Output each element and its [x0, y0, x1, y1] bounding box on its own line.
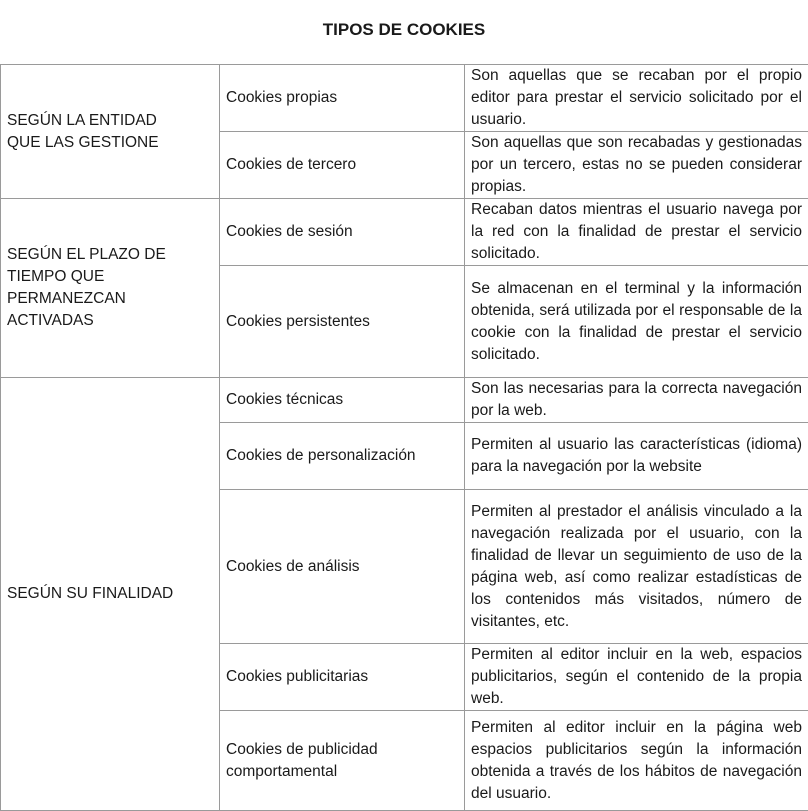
cookie-description-cell: Permiten al usuario las características (idioma) para la navegación por la website	[465, 423, 808, 490]
cookie-description-cell: Son las necesarias para la correcta navegación por la web.	[465, 378, 808, 423]
cookie-type-label: Cookies de publicidad comportamental	[226, 739, 426, 783]
category-cell	[1, 378, 220, 811]
cookie-description-cell: Recaban datos mientras el usuario navega por la red con la finalidad de prestar el servicio solicitado.	[465, 199, 808, 266]
category-label: SEGÚN SU FINALIDAD	[7, 583, 213, 605]
category-cell	[1, 199, 220, 378]
cookie-type-cell: Cookies de sesión	[220, 199, 465, 266]
category-label: SEGÚN LA ENTIDAD QUE LAS GESTIONE	[7, 110, 182, 154]
table-row	[1, 378, 808, 423]
cookie-description-cell: Permiten al editor incluir en la web, espacios publicitarios, según el contenido de la propia web.	[465, 644, 808, 711]
page-title: TIPOS DE COOKIES	[0, 20, 808, 40]
cookie-description-cell: Son aquellas que se recaban por el propio editor para prestar el servicio solicitado por el usuario.	[465, 65, 808, 132]
cookie-type-cell: Cookies de personalización	[220, 423, 465, 490]
cookie-type-cell: Cookies propias	[220, 65, 465, 132]
table-row	[1, 199, 808, 266]
cookie-type-cell: Cookies persistentes	[220, 266, 465, 378]
cookie-description-cell: Permiten al editor incluir en la página web espacios publicitarios según la información obtenida a través de los hábitos de navegación del usuario.	[465, 711, 808, 811]
cookie-type-cell	[220, 711, 465, 811]
cookie-type-cell: Cookies publicitarias	[220, 644, 465, 711]
category-label: SEGÚN EL PLAZO DE TIEMPO QUE PERMANEZCAN ACTIVADAS	[7, 244, 182, 332]
category-cell	[1, 65, 220, 199]
cookie-type-cell: Cookies técnicas	[220, 378, 465, 423]
cookie-types-table	[0, 64, 808, 811]
cookie-type-cell: Cookies de tercero	[220, 132, 465, 199]
table-row	[1, 65, 808, 132]
cookie-description-cell: Son aquellas que son recabadas y gestionadas por un tercero, estas no se pueden considerar propias.	[465, 132, 808, 199]
cookie-description-cell: Se almacenan en el terminal y la información obtenida, será utilizada por el responsable de la cookie con la finalidad de prestar el servicio solicitado.	[465, 266, 808, 378]
cookie-description-cell: Permiten al prestador el análisis vinculado a la navegación realizada por el usuario, con la finalidad de llevar un seguimiento de uso de la página web, así como realizar estadísticas de los contenidos más visitados, número de visitantes, etc.	[465, 490, 808, 644]
cookie-type-cell: Cookies de análisis	[220, 490, 465, 644]
